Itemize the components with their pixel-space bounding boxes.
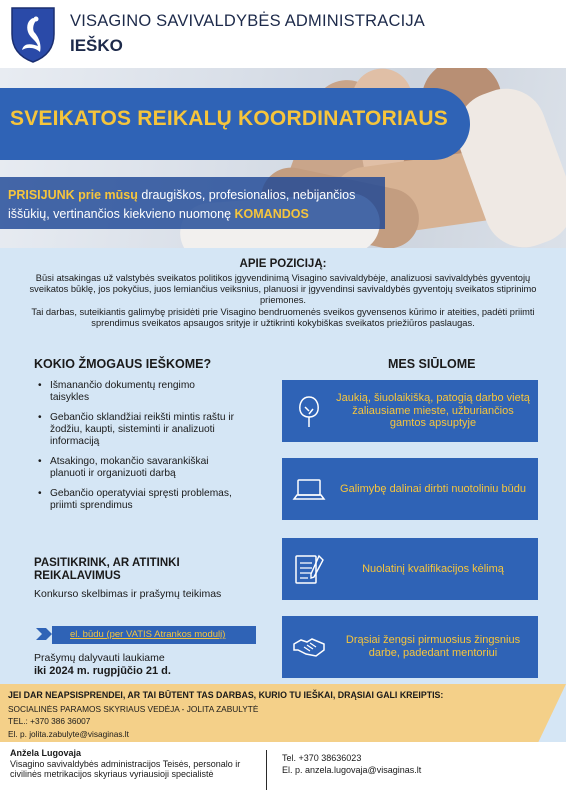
offer-card xyxy=(282,538,538,600)
footer-name: Anžela Lugovaja xyxy=(10,748,82,758)
coat-of-arms-icon xyxy=(8,4,58,64)
offers-title: MES SIŪLOME xyxy=(388,357,476,371)
position-title: SVEIKATOS REIKALŲ KOORDINATORIAUS xyxy=(10,107,448,130)
offer-card xyxy=(282,616,538,678)
check-title: PASITIKRINK, AR ATITINKI REIKALAVIMUS xyxy=(34,557,180,582)
list-item: • Gebančio operatyviai spręsti problemas, priimti sprendimus xyxy=(38,488,234,512)
join-line-1: PRISIJUNK prie mūsų draugiškos, profesionalios, nebijančios xyxy=(8,188,356,202)
footer-phone: Tel. +370 38636023 xyxy=(282,753,362,763)
contest-text: Konkurso skelbimas ir prašymų teikimas xyxy=(34,588,222,600)
apply-link[interactable]: el. būdu (per VATIS Atrankos modulį) xyxy=(70,629,226,640)
join-line-2: iššūkių, vertinančios kiekvieno nuomonę KOMANDOS xyxy=(8,207,309,221)
contact-phone: TEL.: +370 386 36007 xyxy=(8,716,91,726)
tree-icon xyxy=(292,394,326,428)
requirements-list xyxy=(38,380,234,520)
offer-text: Drąsiai žengsi pirmuosius žingsnius darbe, padedant mentoriui xyxy=(345,634,521,659)
deadline-value: iki 2024 m. rugpjūčio 21 d. xyxy=(34,665,171,677)
contact-email[interactable]: El. p. jolita.zabulyte@visaginas.lt xyxy=(8,729,129,739)
about-paragraph-1: Būsi atsakingas už valstybės sveikatos politikos įgyvendinimą Visagino savivaldybėje, analizuosi savivaldybės gyventojų sveikatos būklę, jos pokyčius, juos lemiančius veiksnius, planuosi ir įgyvendinsi savivaldybės gyventojų sveikatos stiprinimo priemones. xyxy=(29,273,537,306)
list-item: • Atsakingo, mokančio savarankiškai planuoti ir organizuoti darbą xyxy=(38,456,234,480)
page-header xyxy=(0,0,566,68)
arrow-right-icon xyxy=(36,628,52,640)
about-title: APIE POZICIJĄ: xyxy=(239,258,327,270)
contact-person: SOCIALINĖS PARAMOS SKYRIAUS VEDĖJA - JOLITA ZABULYTĖ xyxy=(8,704,259,714)
offer-text: Nuolatinį kvalifikacijos kėlimą xyxy=(362,562,504,575)
list-item: • Gebančio sklandžiai reikšti mintis raštu ir žodžiu, kaupti, sisteminti ir analizuoti informaciją xyxy=(38,412,234,448)
organization-name: VISAGINO SAVIVALDYBĖS ADMINISTRACIJA xyxy=(70,12,426,30)
seeking-title: KOKIO ŽMOGAUS IEŠKOME? xyxy=(34,357,212,371)
offer-card xyxy=(282,458,538,520)
list-item: • Išmanančio dokumentų rengimo taisykles xyxy=(38,380,234,404)
about-text xyxy=(22,273,544,329)
handshake-icon xyxy=(292,630,326,664)
footer-email[interactable]: El. p. anzela.lugovaja@visaginas.lt xyxy=(282,765,422,775)
laptop-icon xyxy=(292,472,326,506)
contact-cta: JEI DAR NEAPSISPRENDEI, AR TAI BŪTENT TAS DARBAS, KURIO TU IEŠKAI, DRĄSIAI GALI KREIPTIS: xyxy=(8,690,444,700)
offer-card xyxy=(282,380,538,442)
join-banner xyxy=(0,177,385,229)
offer-text: Galimybę dalinai dirbti nuotoliniu būdu xyxy=(340,482,526,495)
footer-divider xyxy=(266,750,267,790)
about-paragraph-2: Tai darbas, suteikiantis galimybę prisidėti prie Visagino bendruomenės sveikos gyvensenos kūrimo ir ateities, padėti priimti sprendimus sveikatos apsaugos srityje ir užtikrinti kokybiškas sveikatos priežiūros paslaugas. xyxy=(31,306,535,328)
notepad-pencil-icon xyxy=(292,552,326,586)
deadline-label: Prašymų dalyvauti laukiame xyxy=(34,652,165,664)
footer-role: Visagino savivaldybės administracijos Teisės, personalo ir civilinės metrikacijos skyriaus vyriausioji specialistė xyxy=(10,759,241,780)
search-label: IEŠKO xyxy=(70,36,123,55)
offer-text: Jaukią, šiuolaikišką, patogią darbo vietą žaliausiame mieste, užburiančios gamtos apsuptyje xyxy=(336,391,530,430)
